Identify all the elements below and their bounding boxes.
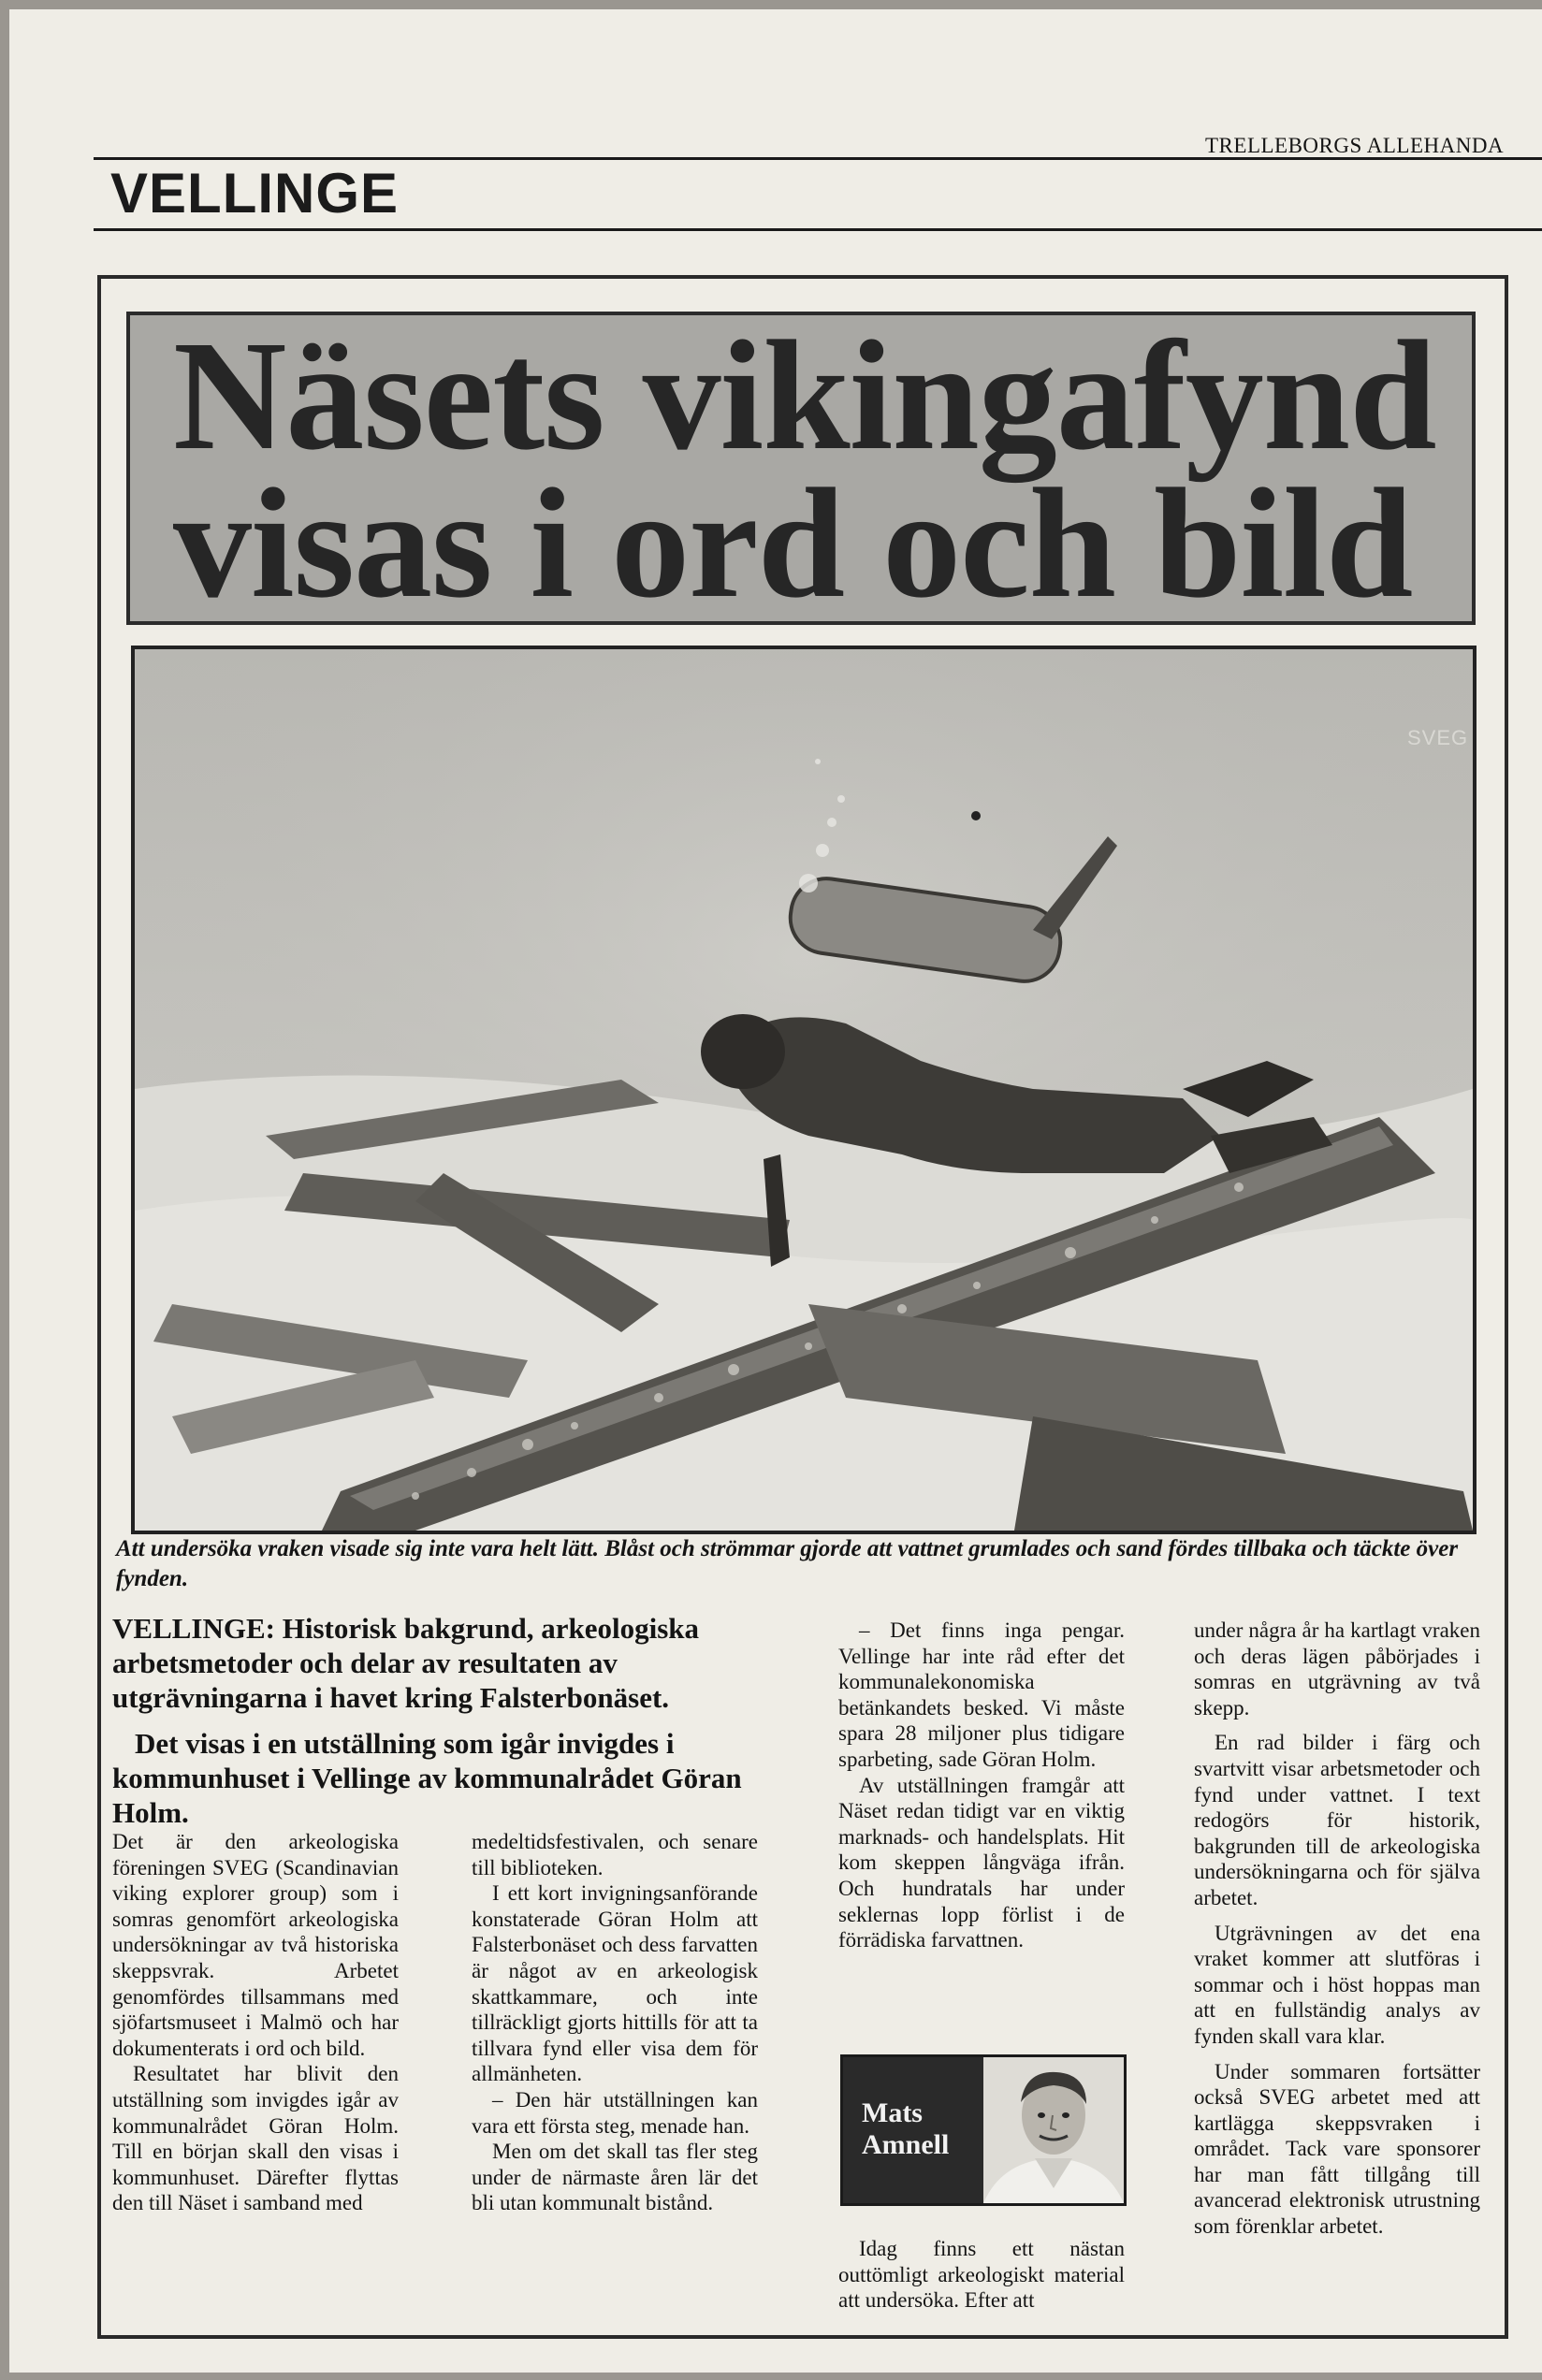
article-photo [131,646,1477,1534]
col4-paragraph: En rad bilder i färg och svartvitt visar arbetsmetoder och fynd under vattnet. I text redogörs för historik, bakgrunden till de arkeologiska undersökningarna och för själva arbetet. [1194,1731,1480,1909]
body-column-2 [472,1829,758,2216]
article-lead [112,1611,764,1841]
col2-paragraph: – Den här utställningen kan vara ett första steg, menade han. [472,2087,758,2138]
headline-line-1: Näsets vikingafynd [173,309,1436,483]
body-column-3-continued [838,2236,1125,2314]
headline-box [126,309,1476,631]
body-column-3 [838,1618,1125,1953]
col3-paragraph: – Det finns inga pengar. Vellinge har inte råd efter det kommunalekonomiska betänkandets besked. Vi måste spara 28 miljoner plus tidigare sparbeting, sade Göran Holm. [838,1618,1125,1771]
col4-paragraph: Under sommaren fortsätter också SVEG arbetet med att kartlägga skeppsvraken i området. Tack vare sponsorer har man fått tillgång till avancerad elektronisk utrustning som förenklar arbetet. [1194,2059,1480,2239]
section-rule [94,228,1542,231]
col4-paragraph: under några år ha kartlagt vraken och deras lägen påbörjades i somras en utgrävning av två skepp. [1194,1618,1480,1720]
byline-first-name: Mats [862,2097,923,2128]
author-portrait [983,2057,1124,2203]
col4-paragraph: Utgrävningen av det ena vraket kommer att slutföras i sommar och i höst hoppas man att en fullständig analys av fynden skall vara klar. [1194,1921,1480,2048]
photo-watermark: SVEG [1407,726,1469,749]
lead-paragraph-1: VELLINGE: Historisk bakgrund, arkeologiska arbetsmetoder och delar av resultaten av utgrävningarna i havet kring Falsterbonäset. [112,1612,700,1714]
col3-paragraph: Idag finns ett nästan outtömligt arkeologiskt material att undersöka. Efter att [838,2237,1125,2313]
col2-paragraph: I ett kort invigningsanförande konstaterade Göran Holm att Falsterbonäset och dess farvatten är något av en arkeologisk skattkammare, och inte tillräckligt gjorts hittills för att ta tillvara fynd eller visa dem för allmänheten. [472,1881,758,2086]
photo-caption: Att undersöka vraken visade sig inte vara helt lätt. Blåst och strömmar gjorde att vattnet grumlades och sand fördes tillbaka och täckte över fynden. [116,1536,1459,1591]
col3-paragraph: Av utställningen framgår att Näset redan tidigt var en viktig marknads- och handelsplats. Hit kom skeppen långväga ifrån. Och hundratals har under seklernas lopp förlist i de förrädiska farvattnen. [838,1773,1125,1952]
body-column-1 [112,1829,399,2216]
byline-last-name: Amnell [862,2129,950,2160]
col1-paragraph: Resultatet har blivit den utställning som invigdes igår av kommunalrådet Göran Holm. Till en början skall den visas i kommunhuset. Därefter flyttas den till Näset i samband med [112,2062,399,2215]
col2-paragraph: medeltidsfestivalen, och senare till biblioteken. [472,1830,758,1879]
section-title: VELLINGE [110,162,400,225]
newspaper-name: TRELLEBORGS ALLEHANDA [1205,134,1505,157]
col2-paragraph: Men om det skall tas fler steg under de närmaste åren lär det bli utan kommunalt bistånd. [472,2140,758,2215]
col1-paragraph: Det är den arkeologiska föreningen SVEG (Scandinavian viking explorer group) som i somras genomfört arkeologiska undersökningar av två historiska skeppsvrak. Arbetet genomfördes tillsammans med sjöfartsmuseet i Malmö och har dokumenterats i ord och bild. [112,1830,399,2060]
headline-line-2: visas i ord och bild [173,457,1413,631]
byline-box [840,2054,1127,2206]
lead-paragraph-2: Det visas i en utställning som igår invigdes i kommunhuset i Vellinge av kommunalrådet Göran Holm. [112,1727,742,1829]
body-column-4 [1194,1618,1480,2240]
diver-shipwreck-image [135,649,1473,1531]
